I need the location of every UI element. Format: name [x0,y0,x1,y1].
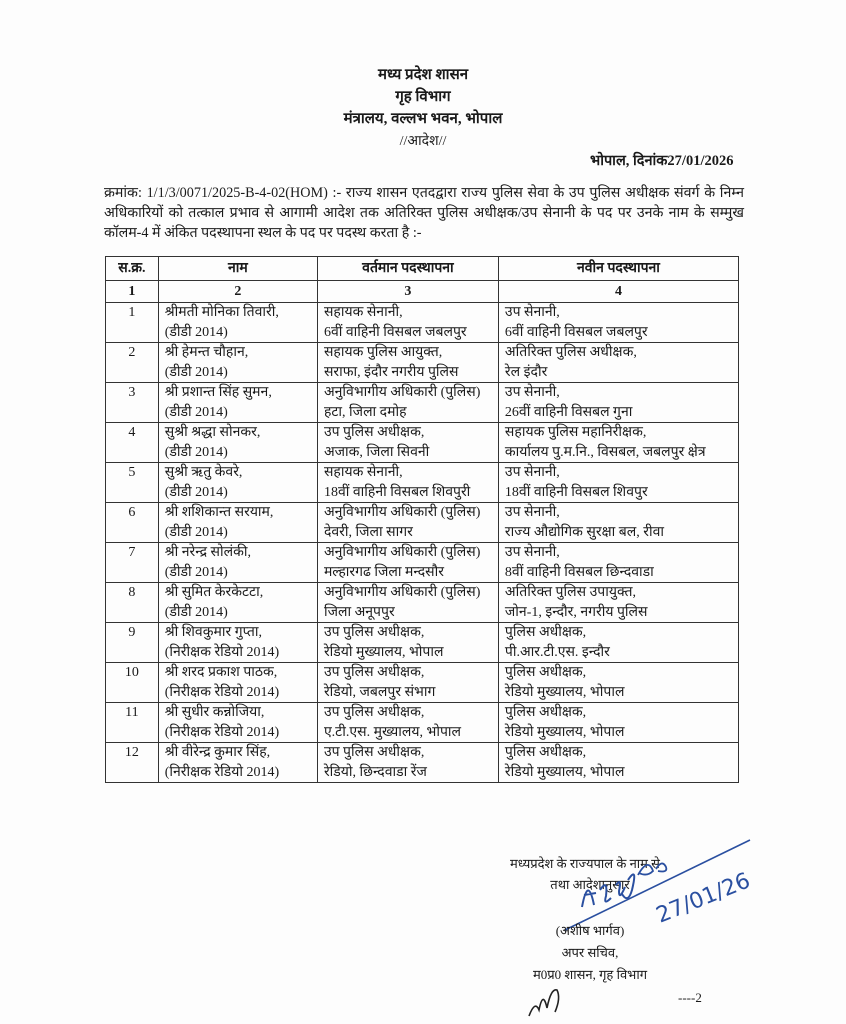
table-header-row [106,257,739,281]
cell-sno-line: 4 [128,425,136,440]
cell-current-posting-line: 6वीं वाहिनी विसबल जबलपुर [323,324,467,340]
order-date: भोपाल, दिनांक27/01/2026 [590,153,734,169]
cell-sno [106,543,159,583]
cell-new-posting-line: अतिरिक्त पुलिस अधीक्षक, [504,345,637,360]
col-number: 4 [498,281,738,303]
cell-sno [106,503,159,543]
cell-new-posting-line: उप सेनानी, [504,465,560,480]
cell-sno-line: 10 [124,665,139,680]
cell-sno-line: 11 [125,705,139,720]
cell-name-line: (डीडी 2014) [164,524,228,540]
cell-name-line: (डीडी 2014) [164,564,228,580]
cell-sno-line: 12 [124,745,139,760]
cell-sno [106,663,159,703]
signer-designation: अपर सचिव, [561,945,619,960]
cell-new-posting-line: राज्य औद्योगिक सुरक्षा बल, रीवा [504,524,665,540]
cell-name-line: श्री शरद प्रकाश पाठक, [164,665,278,680]
cell-current-posting [317,543,498,583]
cell-new-posting-line: 6वीं वाहिनी विसबल जबलपुर [504,324,648,340]
cell-new-posting-line: उप सेनानी, [504,305,560,320]
cell-name-line: श्री प्रशान्त सिंह सुमन, [164,385,272,400]
cell-name [158,343,317,383]
office-address: मंत्रालय, वल्लभ भवन, भोपाल [343,111,503,127]
cell-current-posting-line: रेडियो, जबलपुर संभाग [323,684,436,700]
cell-new-posting [498,503,738,543]
cell-current-posting [317,743,498,783]
cell-name-line: श्री शिवकुमार गुप्ता, [164,625,262,640]
cell-new-posting [498,423,738,463]
col-header-name: नाम [158,257,317,281]
cell-sno [106,383,159,423]
cell-current-posting-line: अनुविभागीय अधिकारी (पुलिस) [323,385,481,400]
cell-sno-line: 3 [128,385,136,400]
cell-name-line: (डीडी 2014) [164,604,228,620]
cell-sno-line: 2 [128,345,136,360]
cell-new-posting [498,663,738,703]
cell-current-posting [317,703,498,743]
cell-new-posting-line: पुलिस अधीक्षक, [504,665,587,680]
cell-current-posting-line: अजाक, जिला सिवनी [323,444,430,460]
cell-sno [106,703,159,743]
cell-current-posting-line: ए.टी.एस. मुख्यालय, भोपाल [323,724,462,740]
order-title: //आदेश// [399,134,447,149]
cell-name-line: (निरीक्षक रेडियो 2014) [164,684,280,700]
cell-name [158,463,317,503]
cell-current-posting [317,383,498,423]
cell-current-posting [317,463,498,503]
cell-new-posting [498,383,738,423]
col-number: 1 [106,281,159,303]
page-continuation-marker: ----2 [678,990,702,1005]
cell-name-line: सुश्री श्रद्धा सोनकर, [164,425,261,440]
cell-name [158,703,317,743]
cell-name-line: श्री हेमन्त चौहान, [164,345,249,360]
cell-sno [106,463,159,503]
cell-name [158,583,317,623]
cell-current-posting-line: अनुविभागीय अधिकारी (पुलिस) [323,545,481,560]
cell-new-posting [498,583,738,623]
cell-current-posting-line: रेडियो मुख्यालय, भोपाल [323,644,444,660]
cell-new-posting [498,623,738,663]
cell-sno [106,423,159,463]
cell-current-posting [317,623,498,663]
cell-name-line: श्री शशिकान्त सरयाम, [164,505,274,520]
cell-sno-line: 8 [128,585,136,600]
signer-department: म0प्र0 शासन, गृह विभाग [532,967,648,982]
table-row [106,463,739,503]
cell-name-line: (निरीक्षक रेडियो 2014) [164,764,280,780]
column-number-row [106,281,739,303]
cell-current-posting-line: अनुविभागीय अधिकारी (पुलिस) [323,585,481,600]
govt-name: मध्य प्रदेश शासन [377,67,469,83]
cell-name-line: (डीडी 2014) [164,484,228,500]
cell-current-posting-line: सहायक सेनानी, [323,465,403,480]
table-row [106,423,739,463]
cell-current-posting-line: 18वीं वाहिनी विसबल शिवपुरी [323,484,471,500]
cell-current-posting-line: उप पुलिस अधीक्षक, [323,625,425,640]
cell-name [158,663,317,703]
cell-new-posting-line: रेल इंदौर [504,364,548,380]
cell-new-posting-line: पुलिस अधीक्षक, [504,625,587,640]
cell-current-posting [317,303,498,343]
table-row [106,543,739,583]
cell-new-posting [498,703,738,743]
cell-name [158,303,317,343]
cell-current-posting-line: हटा, जिला दमोह [323,404,407,420]
cell-name-line: श्री वीरेन्द्र कुमार सिंह, [164,745,271,760]
cell-current-posting-line: जिला अनूपपुर [323,604,395,620]
cell-name-line: श्री सुधीर कन्नोजिया, [164,705,265,720]
table-row [106,343,739,383]
table-row [106,623,739,663]
cell-name-line: श्री नरेन्द्र सोलंकी, [164,545,252,560]
cell-name-line: (डीडी 2014) [164,444,228,460]
cell-name-line: श्री सुमित केरकेटटा, [164,585,264,600]
cell-current-posting-line: मल्हारगढ जिला मन्दसौर [323,564,444,580]
cell-name [158,423,317,463]
cell-new-posting-line: जोन-1, इन्दौर, नगरीय पुलिस [504,604,648,620]
cell-sno [106,303,159,343]
cell-name [158,743,317,783]
cell-new-posting [498,463,738,503]
cell-name [158,543,317,583]
cell-name-line: (निरीक्षक रेडियो 2014) [164,644,280,660]
cell-name-line: (डीडी 2014) [164,404,228,420]
col-number: 3 [317,281,498,303]
cell-sno-line: 7 [128,545,136,560]
cell-new-posting-line: पुलिस अधीक्षक, [504,705,587,720]
order-intro-paragraph: क्रमांक: 1/1/3/0071/2025-B-4-02(HOM) :- राज्य शासन एतदद्वारा राज्य पुलिस सेवा के उप पुलिस अधीक्षक संवर्ग के निम्न अधिकारियों को तत्काल प्रभाव से आगामी आदेश तक अतिरिक्त पुलिस अधीक्षक/उप सेनानी के पद पर उनके नाम के सम्मुख कॉलम-4 में अंकित पदस्थापना स्थल के पद पर पदस्थ करता है :- [104,185,744,241]
cell-new-posting-line: पुलिस अधीक्षक, [504,745,587,760]
cell-current-posting-line: सहायक सेनानी, [323,305,403,320]
cell-name [158,383,317,423]
cell-new-posting-line: 8वीं वाहिनी विसबल छिन्दवाडा [504,564,654,580]
col-header-current-posting: वर्तमान पदस्थापना [317,257,498,281]
cell-name [158,503,317,543]
cell-new-posting-line: उप सेनानी, [504,385,560,400]
cell-current-posting [317,583,498,623]
cell-sno-line: 6 [128,505,136,520]
cell-current-posting [317,343,498,383]
cell-current-posting-line: उप पुलिस अधीक्षक, [323,665,425,680]
cell-new-posting [498,543,738,583]
cell-current-posting-line: उप पुलिस अधीक्षक, [323,705,425,720]
cell-current-posting-line: अनुविभागीय अधिकारी (पुलिस) [323,505,481,520]
cell-current-posting [317,663,498,703]
table-row [106,303,739,343]
signature-authority-line2: तथा आदेशानुसार [550,877,630,892]
cell-new-posting-line: रेडियो मुख्यालय, भोपाल [504,724,625,740]
cell-new-posting-line: पी.आर.टी.एस. इन्दौर [504,644,610,660]
cell-name-line: श्रीमती मोनिका तिवारी, [164,305,279,320]
table-row [106,583,739,623]
cell-current-posting [317,423,498,463]
cell-sno [106,623,159,663]
cell-new-posting-line: उप सेनानी, [504,505,560,520]
cell-name-line: (निरीक्षक रेडियो 2014) [164,724,280,740]
cell-sno [106,743,159,783]
cell-current-posting-line: सहायक पुलिस आयुक्त, [323,345,443,360]
cell-new-posting-line: कार्यालय पु.म.नि., विसबल, जबलपुर क्षेत्र [504,444,706,460]
handwritten-date: 27/01/26 [652,868,754,929]
cell-new-posting-line: 18वीं वाहिनी विसबल शिवपुर [504,484,648,500]
cell-new-posting [498,343,738,383]
cell-sno-line: 5 [128,465,136,480]
cell-current-posting-line: सराफा, इंदौर नगरीय पुलिस [323,364,459,380]
cell-new-posting-line: अतिरिक्त पुलिस उपायुक्त, [504,585,636,600]
cell-name-line: (डीडी 2014) [164,324,228,340]
col-header-sno: स.क्र. [106,257,159,281]
col-number: 2 [158,281,317,303]
cell-current-posting-line: रेडियो, छिन्दवाडा रेंज [323,764,427,780]
cell-name-line: (डीडी 2014) [164,364,228,380]
cell-current-posting [317,503,498,543]
cell-new-posting [498,303,738,343]
initials-icon [525,980,565,1020]
table-row [106,503,739,543]
table-row [106,743,739,783]
cell-name-line: सुश्री ऋतु केवरे, [164,465,243,480]
posting-table [105,256,739,783]
table-row [106,663,739,703]
department-name: गृह विभाग [395,89,451,105]
cell-current-posting-line: देवरी, जिला सागर [323,524,413,540]
cell-new-posting [498,743,738,783]
cell-new-posting-line: रेडियो मुख्यालय, भोपाल [504,764,625,780]
col-header-new-posting: नवीन पदस्थापना [498,257,738,281]
signer-name: (अशीष भार्गव) [555,923,625,938]
cell-name [158,623,317,663]
cell-sno-line: 1 [128,305,136,320]
cell-sno [106,583,159,623]
signature-authority-line1: मध्यप्रदेश के राज्यपाल के नाम से [510,856,660,871]
cell-sno-line: 9 [128,625,136,640]
cell-new-posting-line: 26वीं वाहिनी विसबल गुना [504,404,633,420]
cell-new-posting-line: उप सेनानी, [504,545,560,560]
cell-new-posting-line: सहायक पुलिस महानिरीक्षक, [504,425,647,440]
cell-current-posting-line: उप पुलिस अधीक्षक, [323,425,425,440]
table-row [106,383,739,423]
cell-sno [106,343,159,383]
table-row [106,703,739,743]
cell-current-posting-line: उप पुलिस अधीक्षक, [323,745,425,760]
cell-new-posting-line: रेडियो मुख्यालय, भोपाल [504,684,625,700]
